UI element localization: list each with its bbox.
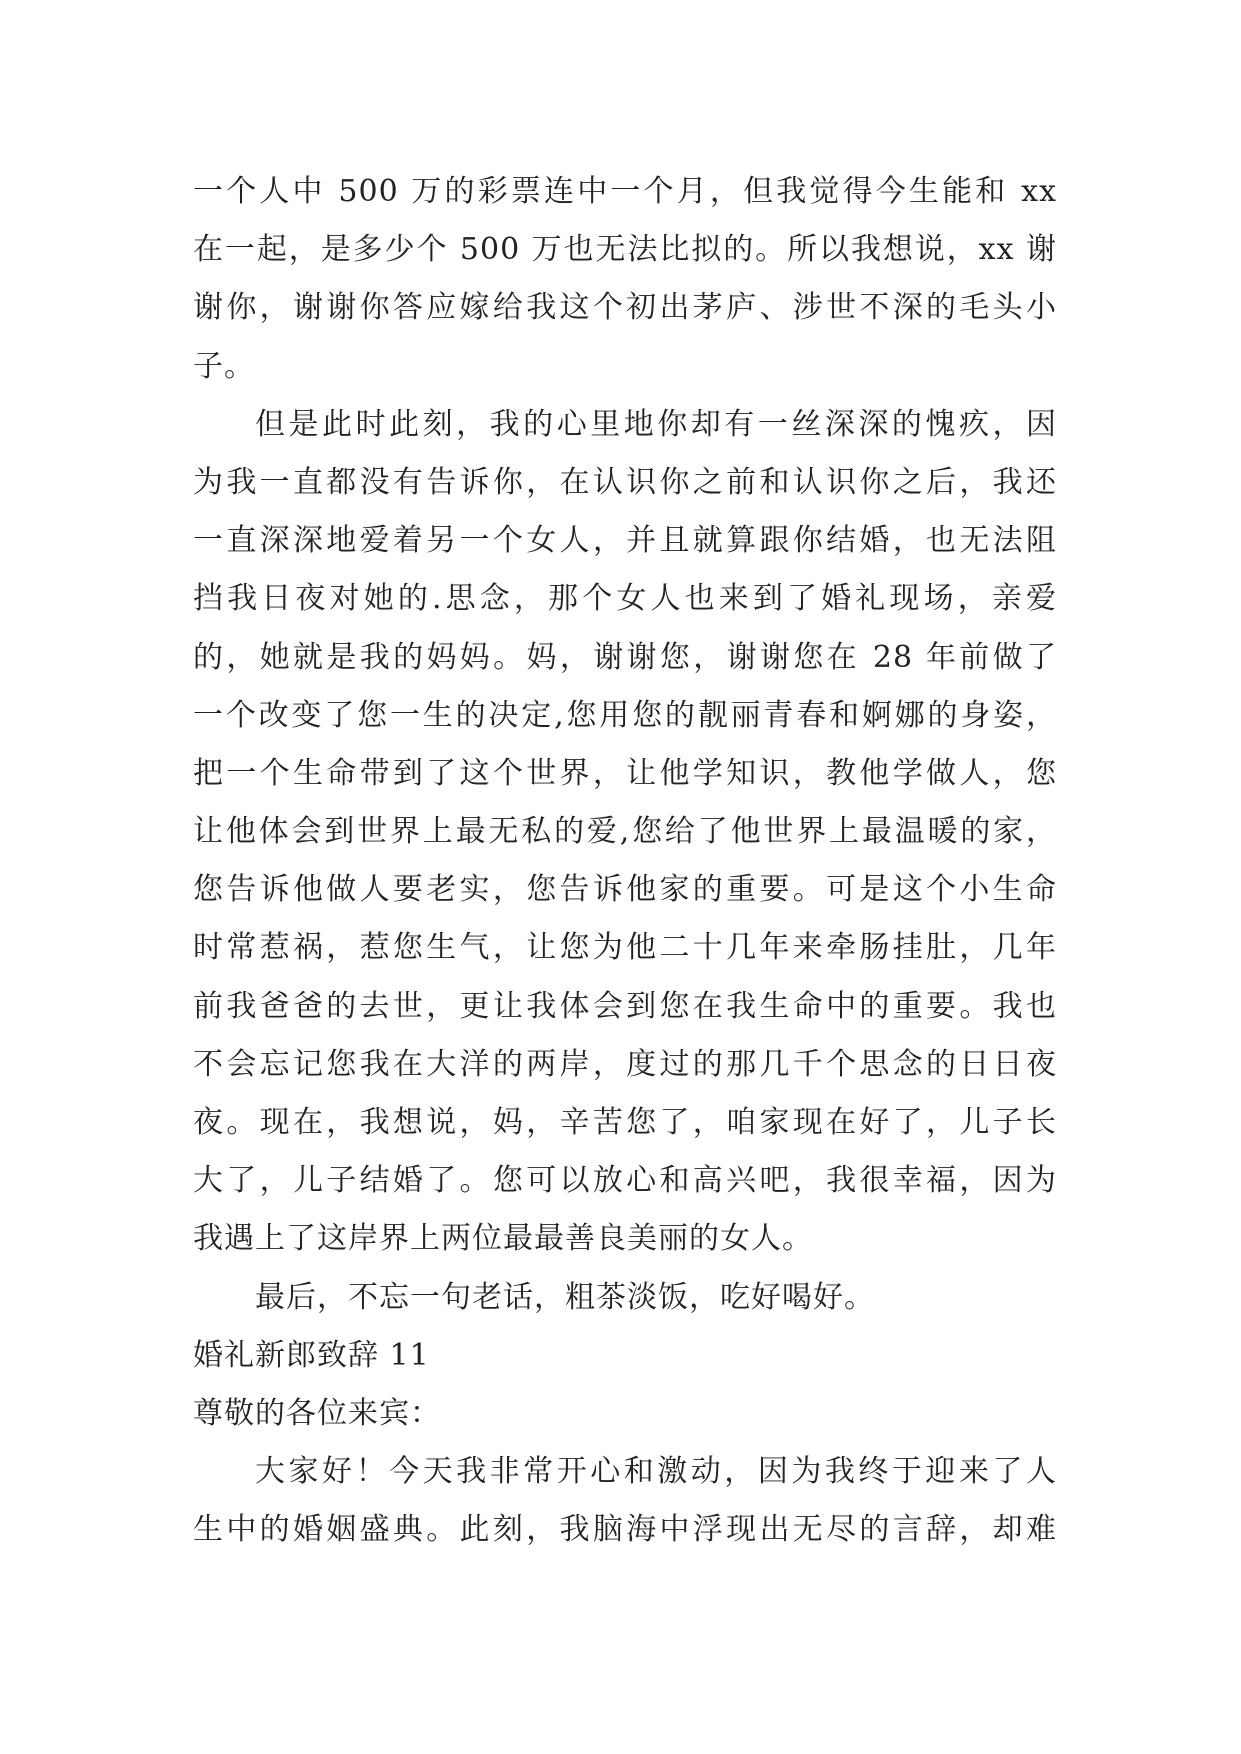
text-line: 大了，儿子结婚了。您可以放心和高兴吧，我很幸福，因为 bbox=[193, 1163, 1057, 1199]
text-line: 为我一直都没有告诉你，在认识你之前和认识你之后，我还 bbox=[193, 464, 1057, 500]
text-line: 前我爸爸的去世，更让我体会到您在我生命中的重要。我也 bbox=[193, 988, 1057, 1024]
text-line: 挡我日夜对她的.思念，那个女人也来到了婚礼现场，亲爱 bbox=[193, 581, 1057, 617]
document-body bbox=[193, 163, 1057, 1560]
text-line: 子。 bbox=[193, 348, 255, 384]
text-line: 生中的婚姻盛典。此刻，我脑海中浮现出无尽的言辞，却难 bbox=[193, 1512, 1057, 1548]
text-line: 您告诉他做人要老实，您告诉他家的重要。可是这个小生命 bbox=[193, 872, 1057, 908]
text-line: 一直深深地爱着另一个女人，并且就算跟你结婚，也无法阻 bbox=[193, 523, 1057, 559]
text-line: 的，她就是我的妈妈。妈，谢谢您，谢谢您在 28 年前做了 bbox=[193, 639, 1057, 675]
text-line: 一个人中 500 万的彩票连中一个月，但我觉得今生能和 xx bbox=[193, 174, 1057, 209]
text-line: 大家好！今天我非常开心和激动，因为我终于迎来了人 bbox=[255, 1454, 1057, 1490]
text-line: 我遇上了这岸界上两位最最善良美丽的女人。 bbox=[193, 1221, 813, 1257]
text-line: 但是此时此刻，我的心里地你却有一丝深深的愧疚，因 bbox=[255, 406, 1057, 442]
section-heading: 婚礼新郎致辞 11 bbox=[193, 1337, 430, 1373]
text-line: 谢你，谢谢你答应嫁给我这个初出茅庐、涉世不深的毛头小 bbox=[193, 290, 1057, 326]
text-line: 时常惹祸，惹您生气，让您为他二十几年来牵肠挂肚，几年 bbox=[193, 930, 1057, 966]
text-line: 让他体会到世界上最无私的爱,您给了他世界上最温暖的家， bbox=[193, 814, 1057, 850]
text-line: 一个改变了您一生的决定,您用您的靓丽青春和婀娜的身姿， bbox=[193, 697, 1057, 733]
text-line: 不会忘记您我在大洋的两岸，度过的那几千个思念的日日夜 bbox=[193, 1046, 1057, 1082]
text-line: 夜。现在，我想说，妈，辛苦您了，咱家现在好了，儿子长 bbox=[193, 1105, 1057, 1140]
text-line: 把一个生命带到了这个世界，让他学知识，教他学做人，您 bbox=[193, 755, 1057, 791]
salutation: 尊敬的各位来宾： bbox=[193, 1395, 441, 1431]
text-line: 最后，不忘一句老话，粗茶淡饭，吃好喝好。 bbox=[255, 1279, 875, 1315]
text-line: 在一起，是多少个 500 万也无法比拟的。所以我想说，xx 谢 bbox=[193, 232, 1057, 268]
